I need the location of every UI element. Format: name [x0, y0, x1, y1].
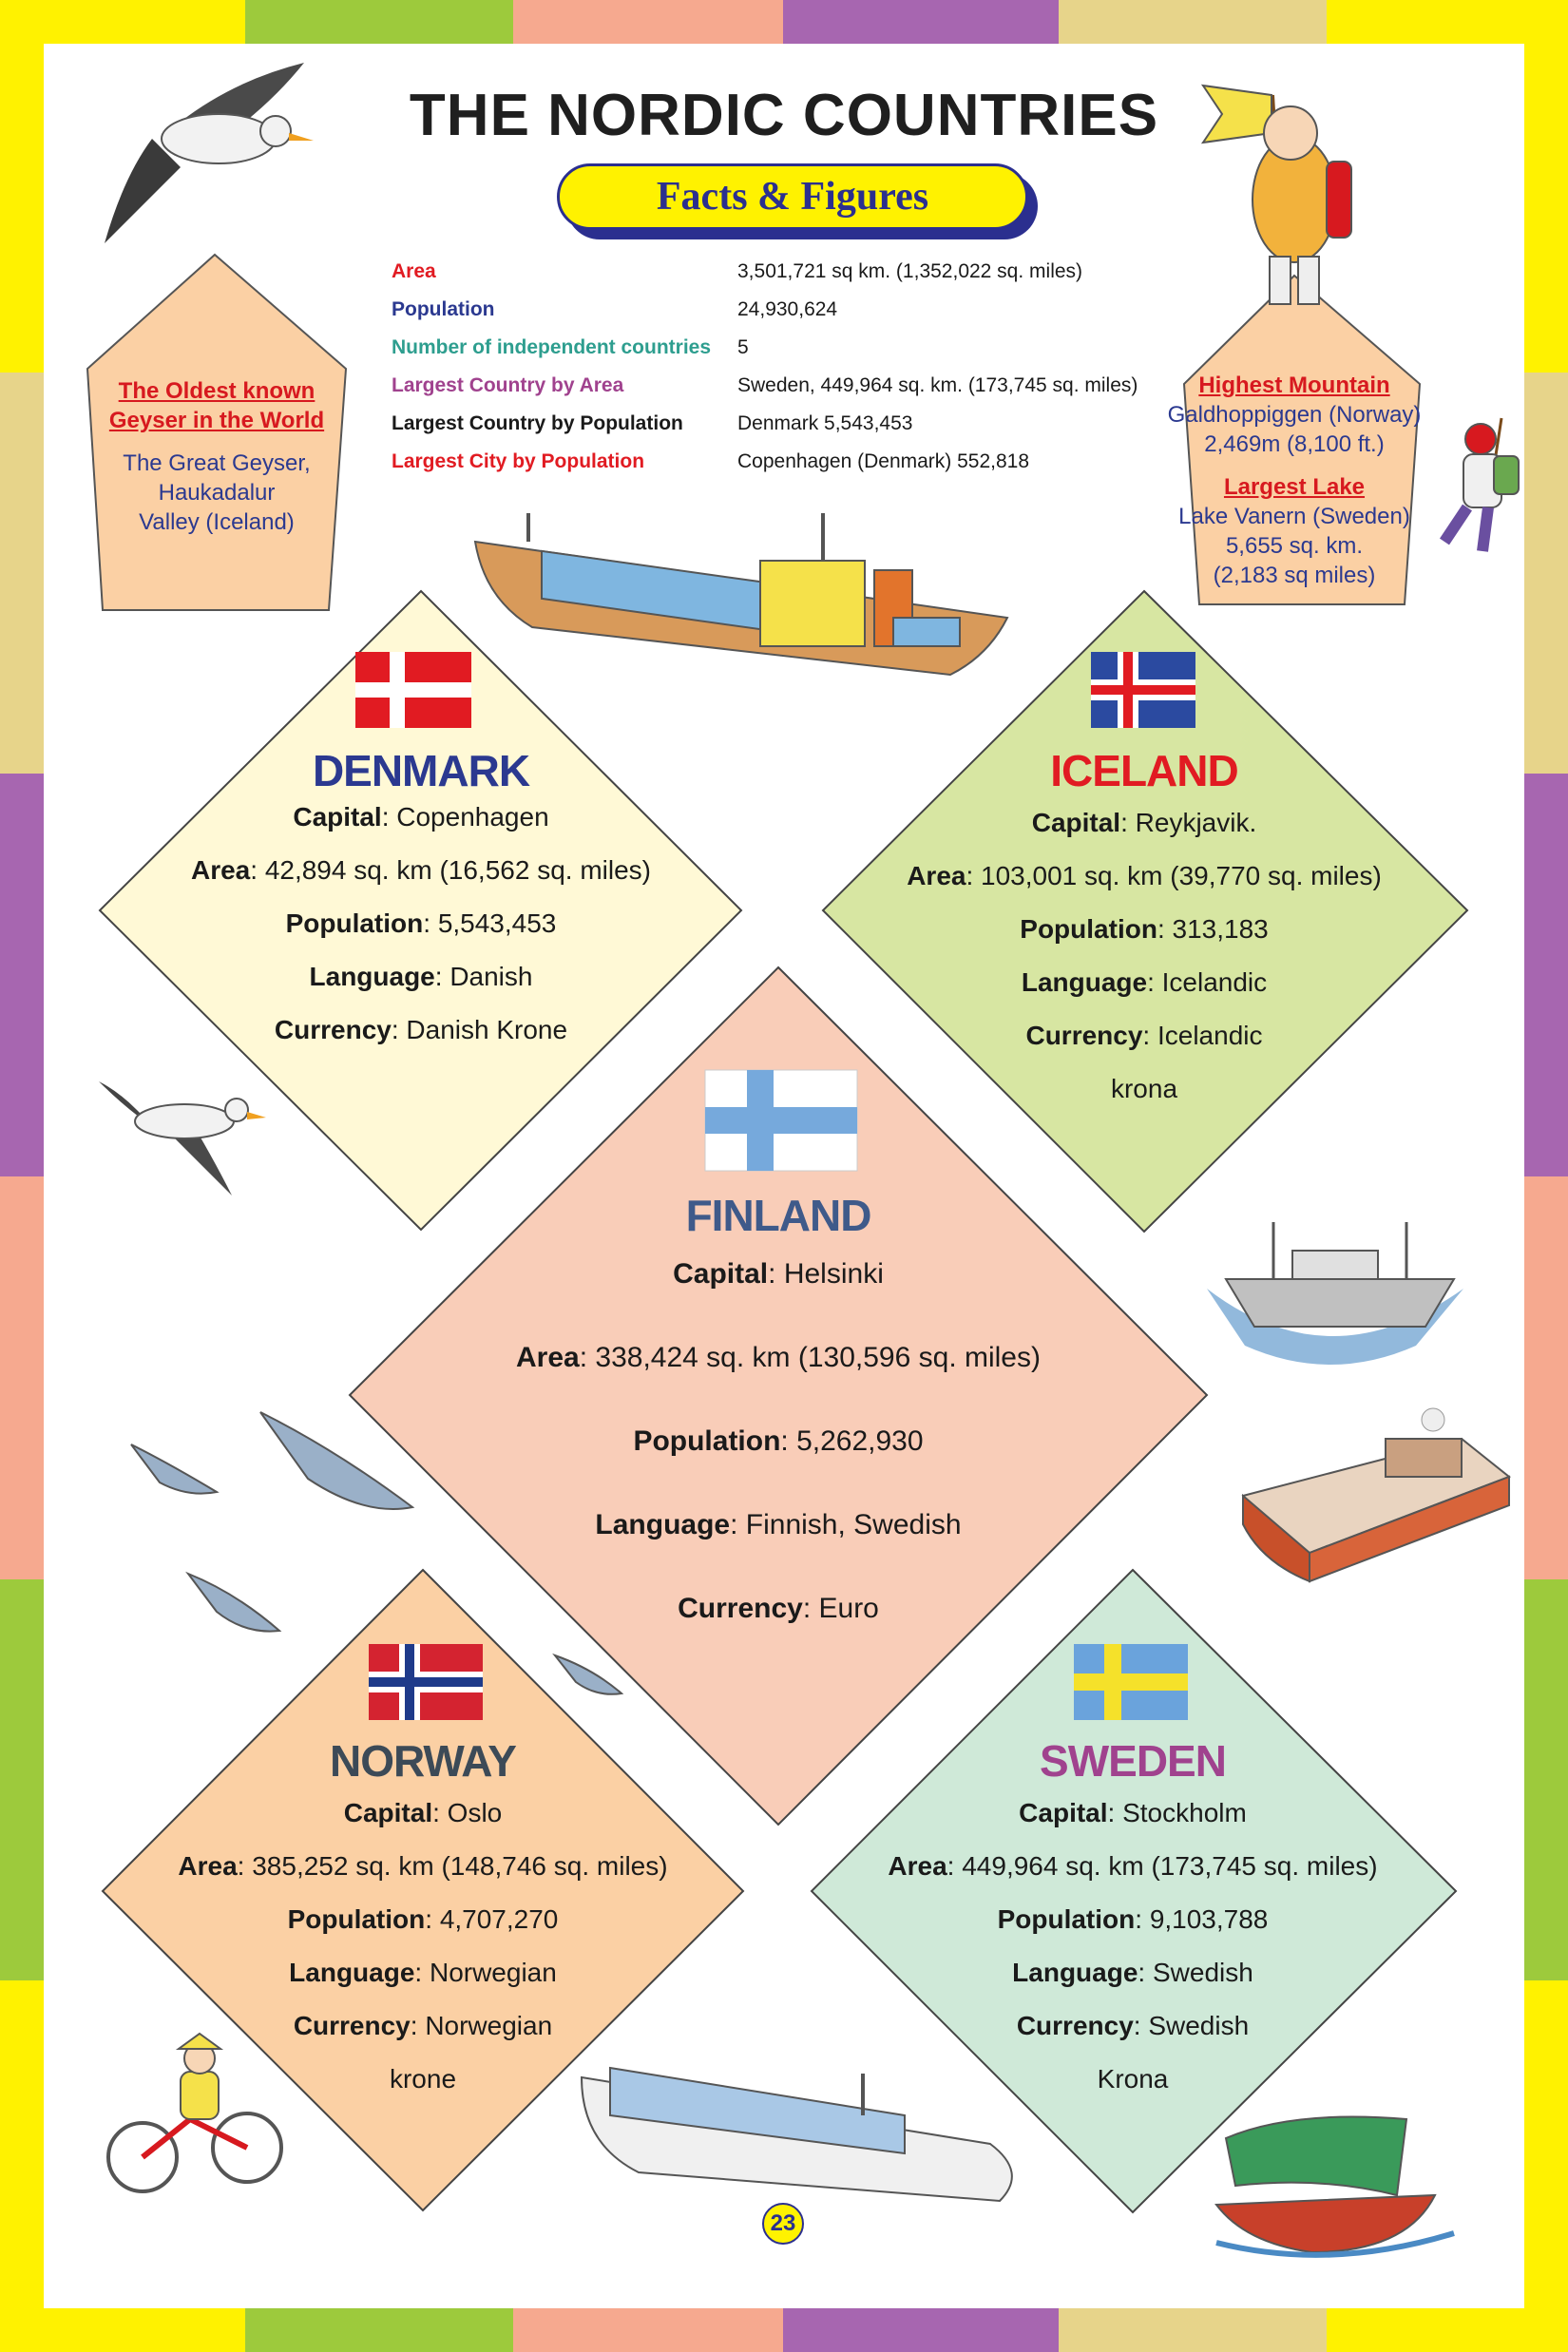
- iceland-flag: [1091, 652, 1195, 728]
- currency-line: Currency: Danish Krone: [274, 1015, 568, 1044]
- currency-line-2: krone: [389, 2064, 457, 2094]
- currency-line-2: Krona: [1097, 2064, 1169, 2094]
- area-line: Area: 449,964 sq. km (173,745 sq. miles): [888, 1851, 1378, 1881]
- norway-info: [138, 1735, 708, 2094]
- finland-info: [446, 1190, 1111, 1625]
- capital-line: Capital: Reykjavik.: [1031, 808, 1257, 837]
- sweden-info: [848, 1735, 1418, 2094]
- currency-line-2: krona: [1110, 1074, 1178, 1103]
- population-line: Population: 4,707,270: [287, 1904, 559, 1934]
- lake-body: Lake Vanern (Sweden): [1178, 504, 1410, 529]
- area-line: Area: 42,894 sq. km (16,562 sq. miles): [190, 855, 652, 885]
- population-line: Population: 313,183: [1020, 914, 1269, 944]
- geyser-body: Valley (Iceland): [139, 509, 295, 535]
- fact-value: Denmark 5,543,453: [737, 412, 913, 434]
- country-name: SWEDEN: [1040, 1736, 1226, 1786]
- currency-line: Currency: Icelandic: [1025, 1021, 1263, 1050]
- language-line: Language: Norwegian: [289, 1958, 557, 1987]
- fact-value: Copenhagen (Denmark) 552,818: [737, 450, 1030, 472]
- sweden-flag: [1074, 1644, 1188, 1720]
- country-name: NORWAY: [330, 1736, 516, 1786]
- norway-flag: [369, 1644, 483, 1720]
- iceland-info: [859, 745, 1429, 1104]
- subtitle-banner: Facts & Figures: [557, 163, 1028, 230]
- language-line: Language: Finnish, Swedish: [595, 1509, 962, 1540]
- capital-line: Capital: Copenhagen: [293, 802, 549, 832]
- currency-line: Currency: Norwegian: [293, 2011, 553, 2040]
- area-line: Area: 385,252 sq. km (148,746 sq. miles): [178, 1851, 668, 1881]
- fishing-boat-illustration: [1207, 1222, 1463, 1365]
- capital-line: Capital: Helsinki: [673, 1258, 884, 1290]
- fact-value: Sweden, 449,964 sq. km. (173,745 sq. miles): [737, 374, 1138, 396]
- geyser-heading: The Oldest known: [118, 378, 316, 404]
- page-title: THE NORDIC COUNTRIES: [409, 83, 1159, 148]
- population-line: Population: 5,543,453: [285, 908, 557, 938]
- capital-line: Capital: Stockholm: [1019, 1798, 1247, 1827]
- language-line: Language: Icelandic: [1021, 967, 1268, 997]
- currency-line: Currency: Swedish: [1016, 2011, 1250, 2040]
- area-line: Area: 338,424 sq. km (130,596 sq. miles): [516, 1342, 1041, 1373]
- language-line: Language: Danish: [309, 962, 533, 991]
- population-line: Population: 5,262,930: [633, 1425, 924, 1457]
- fact-label: Number of independent countries: [392, 336, 712, 358]
- area-line: Area: 103,001 sq. km (39,770 sq. miles): [907, 861, 1382, 890]
- fact-row: [392, 298, 1152, 336]
- country-name: FINLAND: [685, 1191, 871, 1240]
- denmark-flag: [355, 652, 471, 728]
- population-line: Population: 9,103,788: [997, 1904, 1269, 1934]
- fact-label: Largest City by Population: [392, 450, 645, 472]
- climber-illustration: [1444, 418, 1519, 551]
- fish-illustration: [188, 1574, 279, 1632]
- currency-line: Currency: Euro: [678, 1593, 879, 1624]
- mountain-body: 2,469m (8,100 ft.): [1204, 431, 1385, 457]
- fact-label: Largest Country by Area: [392, 374, 624, 396]
- mountain-heading: Highest Mountain: [1198, 373, 1390, 398]
- geyser-info: [87, 376, 346, 537]
- geyser-body: Haukadalur: [158, 480, 276, 506]
- mountain-lake-info: [1152, 371, 1437, 590]
- page-number: 23: [762, 2203, 804, 2245]
- fact-value: 3,501,721 sq km. (1,352,022 sq. miles): [737, 260, 1083, 282]
- fact-row: [392, 336, 1152, 374]
- fact-value: 5: [737, 336, 749, 358]
- cargo-ship-illustration: [475, 513, 1007, 675]
- fact-row: [392, 260, 1152, 298]
- geyser-body: The Great Geyser,: [123, 450, 311, 476]
- fact-row: [392, 374, 1152, 412]
- denmark-info: [136, 745, 706, 1045]
- fact-label: Area: [392, 260, 436, 282]
- capital-line: Capital: Oslo: [343, 1798, 503, 1827]
- lake-heading: Largest Lake: [1223, 474, 1366, 500]
- finland-flag: [705, 1070, 857, 1171]
- tanker-illustration: [1243, 1408, 1509, 1581]
- fish-illustration: [131, 1444, 217, 1494]
- lake-body: 5,655 sq. km.: [1225, 533, 1364, 559]
- seagull-illustration: [99, 1081, 266, 1195]
- geyser-heading: Geyser in the World: [108, 408, 325, 433]
- fact-label: Population: [392, 298, 495, 320]
- lake-body: (2,183 sq miles): [1213, 563, 1376, 588]
- language-line: Language: Swedish: [1012, 1958, 1253, 1987]
- country-name: DENMARK: [312, 746, 530, 795]
- fish-illustration: [555, 1655, 621, 1694]
- fact-row: [392, 412, 1152, 450]
- mountain-body: Galdhoppiggen (Norway): [1167, 402, 1422, 428]
- fact-value: 24,930,624: [737, 298, 838, 320]
- fact-label: Largest Country by Population: [392, 412, 683, 434]
- sailboat-illustration: [1216, 2117, 1454, 2255]
- fact-row: [392, 450, 1152, 488]
- country-name: ICELAND: [1050, 746, 1238, 795]
